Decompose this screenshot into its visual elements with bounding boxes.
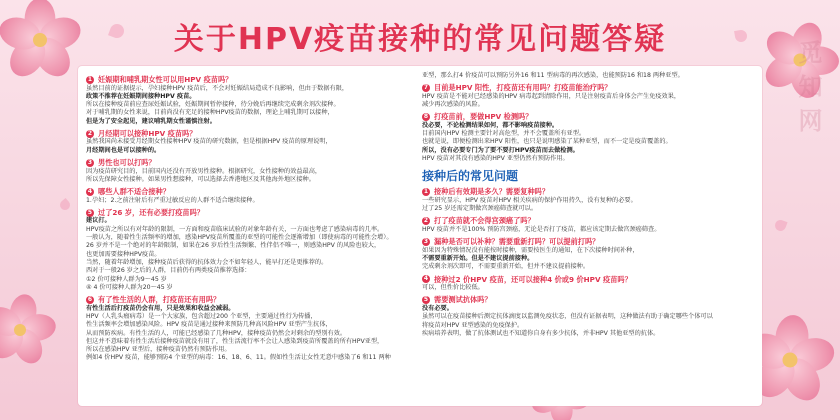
question-heading: 5 过了26 岁，还有必要打疫苗吗？ [87,207,204,217]
question-heading: 1 妊娠期和哺乳期女性可以用HPV 疫苗吗？ [87,75,233,84]
answer-text: 1.孕妇；2.之前注射后有严重过敏反应的人群不适合继续接种。 [86,196,259,204]
petal-decoration [773,218,787,232]
answer-text: ④ 4 价可接种人群为20～45 岁 [86,283,173,291]
answer-text: 26 岁并不是一个绝对的年龄限制，如果在26 岁后性生活频繁、性伴侣不唯一，则感染HPV 的风险也较大， [86,242,381,250]
answer-text: 有性生活后打疫苗仍会有用，只是效果和收益会减弱。 [86,304,235,312]
answer-text: ①2 价可接种人群为9～45 岁 [86,275,167,283]
answer-text: 可以，但性价比较低。 [422,284,484,292]
answer-text: 从而预防疾病。有性生活的人，可能已经感染了几种HPV，接种疫苗仍然会对剩余的型别有效。 [86,329,347,337]
answer-text: 亚型，那么打4 价疫苗可以预防另外16 和11 型病毒的再次感染，也能预防16 和18 两种亚型。 [422,72,684,79]
answer-text: 所以，没有必要专门为了要不要打HPV疫苗而去做检测。 [422,146,579,154]
left-column [86,72,404,363]
answer-text: 也更加需要接种HPV疫苗。 [86,250,161,258]
question-heading: 6 有了性生活的人群，打疫苗还有用吗？ [87,295,221,305]
answer-text: 没必要，不论检测结果如何，都不影响疫苗接种。 [422,121,559,129]
answer-text: 一般认为，随着性生活频率的增加，感染HPV疫苗所覆盖的亚型的可能性会逐渐增加（即使病毒的可能性会增）。 [86,234,393,242]
answer-text: HPV 疫苗是不能对已经感染的HPV 病毒起到清除作用，只是注射疫苗后身体会产生免疫效果， [422,92,681,100]
number-badge: 2 [423,217,429,225]
question-heading: 1 接种后有效期是多久？需要复种吗？ [423,187,550,197]
answer-text: 也就是说，即便检测出来HPV 阳性，也只是说明感染了某种亚型，而不一定是疫苗覆盖的。 [422,138,672,146]
section-title: 接种后的常见问题 [422,169,519,184]
answer-text: 过了25 岁还需定期做宫颈癌筛查就可以。 [422,205,538,213]
answer-text: 目前国内HPV 检测主要针对高危型，并不会覆盖所有亚型。 [422,130,586,138]
number-badge: 4 [423,275,429,283]
question-heading: 7 目前是HPV 阳性，打疫苗还有用吗？打疫苗能治疗吗？ [423,83,612,93]
right-column [422,72,740,338]
answer-text: 性生活频率会增加感染风险。HPV 疫苗是通过接种来预防几种高风险HPV 亚型产生抗体， [86,321,332,329]
answer-text: 当然，随着年龄增加，接种疫苗后获得的抗体效力会不如年轻人，能早打还是更推荐的。 [86,258,328,266]
question-heading: 2 月经期可以接种HPV 疫苗吗？ [87,128,197,138]
answer-text: 建议打。 [86,217,111,225]
number-badge: 8 [423,113,429,121]
answer-text: 减少再次感染的风险。 [422,101,484,109]
answer-text: 将疫苗对HPV 亚型感染的免疫保护。 [422,321,524,329]
number-badge: 4 [87,187,93,195]
answer-text: HPV 疫苗对其没有感染的HPV 亚型仍然有预防作用。 [422,155,569,163]
answer-text: 例如4 价HPV 疫苗，能够预防4 个亚型的病毒：16、18、6、11。假如性生活让女性无意中感染了6 和11 两种 [86,354,391,362]
answer-text: 虽然目前的证据提示，孕妇接种HPV 疫苗后，不会对妊娠结局造成不良影响，但由于数据有限， [86,84,349,92]
answer-text: 所以先保障女性接种。如果男性想接种，可以选择去香港地区及其他海外地区接种。 [86,175,315,183]
number-badge: 5 [87,208,93,216]
number-badge: 2 [87,129,93,137]
answer-text: 如果因为特殊情况没有能按时接种，需要按医生的通知，在下次接种时间补种， [422,246,639,254]
question-heading: 3 漏种是否可以补种？需要重新打吗？可以提前打吗？ [423,237,600,247]
answer-text: HPV（人乳头瘤病毒）是一个大家族，包含超过200 个亚型，主要通过性行为传播， [86,312,317,320]
number-badge: 7 [423,84,429,92]
number-badge: 3 [423,238,429,246]
answer-text: 完成剩余剂次即可，不需要重新开始，但并不建议提前接种。 [422,263,590,271]
number-badge: 6 [87,295,93,303]
page-title: 关于HPV疫苗接种的常见问题答疑 [173,22,667,57]
question-heading: 2 打了疫苗就不会得宫颈癌了吗？ [423,216,535,226]
answer-text: 一些研究显示，HPV 疫苗对HPV 相关疾病的保护作用持久，没有复种的必要。 [422,196,637,204]
number-badge: 3 [87,158,93,166]
answer-text: 月经期间也是可以接种的。 [86,146,161,154]
answer-text: HPV疫苗之所以有对年龄的限制，一方面和疫苗临床试验的对象年龄有关，一方面也考虑了感染病毒的几率。 [86,225,384,233]
answer-text: 不需要重新开始。但是不建议提前接种。 [422,255,534,263]
answer-text: 西对于一般26 岁之后的人群，目前仍有两类疫苗推荐选择： [86,267,251,275]
question-heading: 4 哪些人群不适合接种？ [87,187,170,197]
question-heading: 5 需要测试抗体吗？ [423,295,492,305]
question-heading: 3 男性也可以打吗？ [87,158,156,168]
answer-text: 疾病培养表明，做了抗体测试也不知道你自身有多少抗体，并非HPV 其他亚型的抗体。 [422,329,660,337]
answer-text: 但这并不意味着有性生活后接种疫苗就没有用了，性生活流行率不会让人感染到疫苗所覆盖的所有HPV亚型， [86,337,384,345]
answer-text: 所以在感染HPV 亚型后，接种疫苗仍然有预防作用。 [86,346,231,354]
number-badge: 1 [87,75,93,83]
answer-text: 虽然可以在疫苗接种后测定抗体滴度以监测免疫状态，但没有证据表明，这种做法有助于确定哪些个体可以 [422,313,713,321]
answer-text: HPV 疫苗并不是100% 预防宫颈癌，无论是否打了疫苗，都应该定期去做宫颈癌筛查。 [422,225,661,233]
number-badge: 5 [423,296,429,304]
question-heading: 8 打疫苗前，要做HPV 检测吗？ [423,112,533,122]
number-badge: 1 [423,188,429,196]
answer-text: 没有必要。 [422,304,453,312]
answer-text: 政策不推荐在妊娠期间接种HPV 疫苗。 [86,92,196,100]
content-card [78,66,762,406]
answer-text: 所以在接种疫苗前应查尿妊娠试验，妊娠期间暂停接种，待分娩后再继续完成剩余剂次接种。 [86,101,340,109]
answer-text: 但是为了安全起见，建议哺乳期女性谨慎注射。 [86,117,216,125]
answer-text: 虽然我国尚未接受月经期女性接种HPV 疫苗的研究数据，但是根据HPV 疫苗的原理说明， [86,138,332,146]
petal-decoration [58,198,72,212]
watermark: 觅知网 [794,40,822,142]
answer-text: 因为疫苗研究目的，目前国内还没有开放男性接种。根据研究，女性接种的效益最高， [86,167,322,175]
answer-text: 对于哺乳期的女性来说，目前尚没有充足的接种HPV疫苗的数据，理论上哺乳期可以接种， [86,109,334,117]
question-heading: 4 接种过2 价HPV 疫苗，还可以接种4 价或9 价HPV 疫苗吗？ [423,274,632,284]
